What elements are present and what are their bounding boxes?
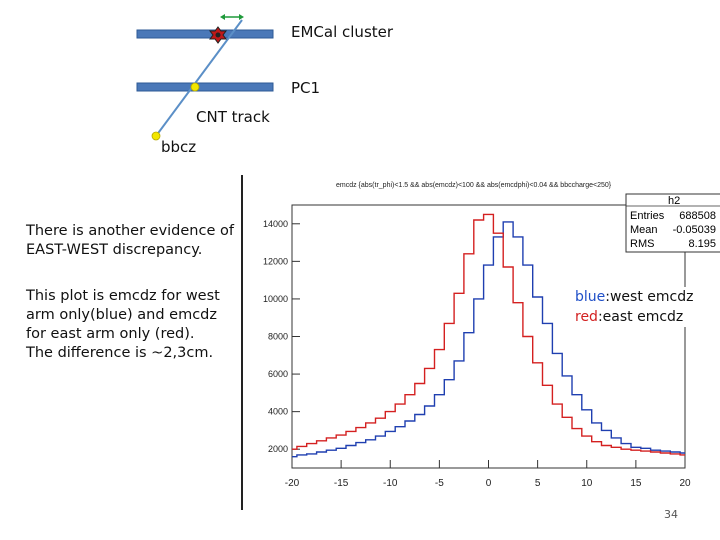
x-tick-label: 10 [581, 478, 593, 489]
y-tick-label: 10000 [262, 293, 288, 304]
cnt-track-label: CNT track [196, 108, 270, 126]
x-tick-label: -15 [333, 478, 349, 489]
y-tick-label: 2000 [267, 444, 288, 455]
vertical-divider [241, 175, 243, 510]
y-tick-label: 4000 [267, 406, 288, 417]
stats-mean-value: -0.05039 [672, 224, 716, 236]
stats-mean-label: Mean [630, 224, 658, 236]
legend-west-key: blue [575, 289, 606, 305]
legend-east-text: :east emcdz [597, 309, 684, 325]
emcal-arrow-left-head [220, 14, 225, 20]
description-line-1: This plot is emcdz for west [26, 288, 220, 304]
bbcz-label: bbcz [161, 138, 197, 156]
evidence-paragraph [26, 222, 238, 260]
y-tick-label: 12000 [262, 256, 288, 267]
stats-entries-value: 688508 [679, 210, 716, 222]
pc1-label: PC1 [291, 79, 321, 97]
x-tick-label: -20 [284, 478, 300, 489]
emcdz-histogram [252, 176, 720, 494]
page-number: 34 [664, 508, 678, 521]
description-line-3: for east arm only (red). [26, 326, 195, 342]
y-tick-label: 14000 [262, 218, 288, 229]
legend-west-text: :west emcdz [605, 289, 694, 305]
stats-rms-label: RMS [630, 238, 655, 250]
x-tick-label: 0 [485, 478, 492, 489]
chart-title: emcdz {abs(tr_phi)<1.5 && abs(emcdz)<100 && abs(emcdphi)<0.04 && bbccharge<250} [336, 182, 612, 189]
legend-west-entry [575, 287, 693, 307]
color-legend [575, 287, 693, 327]
legend-east-entry [575, 307, 693, 327]
description-line-4: The difference is ~2,3cm. [26, 345, 214, 361]
stats-box [626, 194, 720, 252]
emcal-cluster-marker [210, 27, 226, 43]
emcal-cluster-label: EMCal cluster [291, 23, 394, 41]
emcal-layer-bar [137, 30, 273, 38]
y-tick-label: 6000 [267, 369, 288, 380]
x-tick-label: -5 [434, 478, 444, 489]
stats-rms-value: 8.195 [688, 238, 716, 250]
series-blue-histogram [292, 222, 685, 457]
evidence-line-1: There is another evidence of [26, 223, 234, 239]
bbcz-dot [152, 132, 160, 140]
x-tick-label: 20 [679, 478, 691, 489]
pc1-layer-bar [137, 83, 273, 91]
x-tick-label: 15 [630, 478, 642, 489]
evidence-line-2: EAST-WEST discrepancy. [26, 242, 203, 258]
x-tick-label: -10 [383, 478, 398, 489]
emcal-arrow-right-head [239, 14, 244, 20]
stats-entries-label: Entries [630, 210, 665, 222]
stats-name: h2 [668, 195, 681, 207]
y-tick-label: 8000 [267, 331, 288, 342]
x-tick-label: 5 [534, 478, 541, 489]
pc1-hit-dot [191, 83, 199, 91]
plot-description-paragraph [26, 287, 238, 363]
description-line-2: arm only(blue) and emcdz [26, 307, 217, 323]
legend-east-key: red [575, 309, 598, 325]
